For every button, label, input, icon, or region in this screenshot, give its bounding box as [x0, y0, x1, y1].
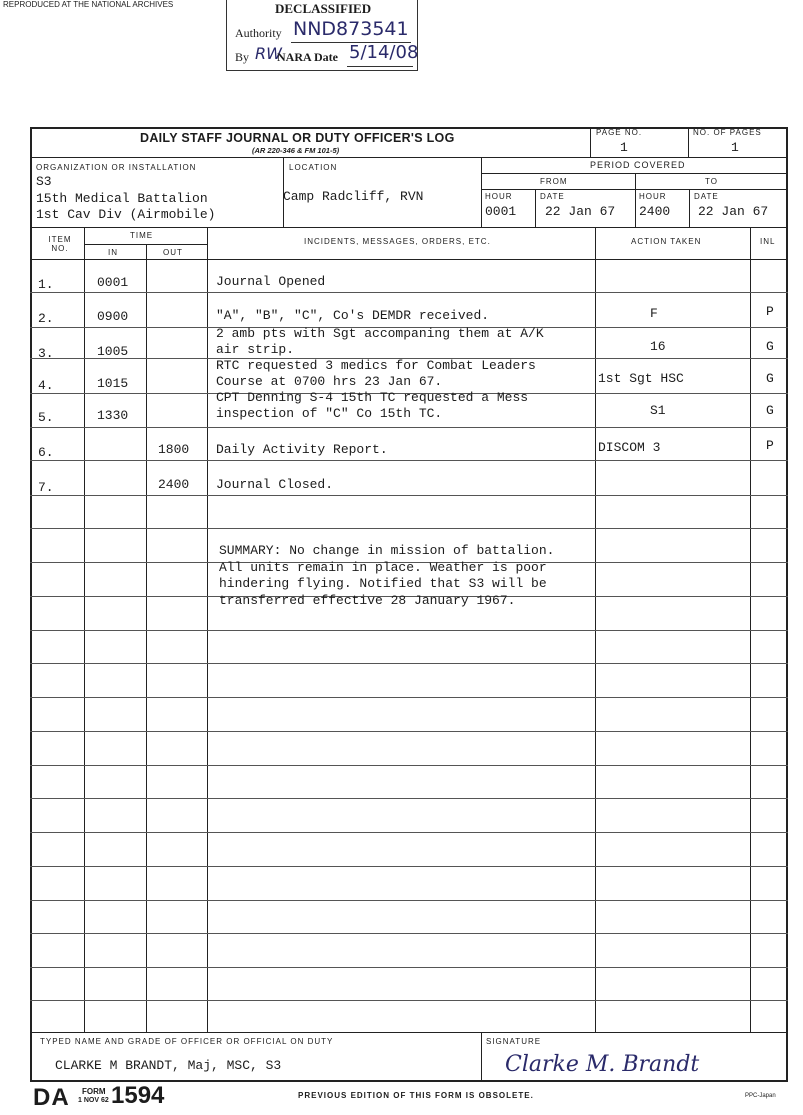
entry-text: Course at 0700 hrs 23 Jan 67.	[216, 374, 443, 389]
col-inl: INL	[760, 237, 776, 246]
time-in: 0900	[97, 309, 129, 324]
entry-text: air strip.	[216, 342, 295, 357]
previous-edition: PREVIOUS EDITION OF THIS FORM IS OBSOLETE.	[298, 1091, 534, 1100]
row-rule	[30, 967, 788, 968]
row-rule	[30, 630, 788, 631]
col-out: OUT	[163, 248, 183, 257]
time-in: 0001	[97, 275, 129, 290]
item-no: 1.	[38, 277, 54, 292]
to-hour-label: HOUR	[639, 192, 667, 201]
from-date: 22 Jan 67	[545, 204, 616, 219]
row-rule	[30, 495, 788, 496]
from-date-label: DATE	[540, 192, 565, 201]
entry-text: 2 amb pts with Sgt accompaning them at A/K	[216, 326, 544, 341]
summary-line: hindering flying. Notified that S3 will be	[219, 576, 547, 591]
row-rule	[30, 866, 788, 867]
form-subtitle: (AR 220-346 & FM 101-5)	[252, 146, 340, 155]
row-rule	[30, 731, 788, 732]
col-time: TIME	[130, 231, 154, 240]
to-label: TO	[705, 177, 718, 186]
to-date: 22 Jan 67	[698, 204, 769, 219]
time-out: 2400	[158, 477, 190, 492]
row-rule	[30, 292, 788, 293]
row-rule	[30, 798, 788, 799]
form-number: 1594	[111, 1082, 165, 1109]
summary-line: SUMMARY: No change in mission of battalion.	[219, 543, 555, 558]
action-taken: 1st Sgt HSC	[598, 371, 684, 386]
period-label: PERIOD COVERED	[590, 160, 686, 170]
initials: P	[766, 304, 774, 319]
entry-text: Journal Opened	[216, 274, 326, 289]
col-item-no	[40, 235, 80, 253]
no-of-pages: 1	[731, 140, 739, 155]
declassified-stamp	[226, 0, 418, 71]
item-no: 2.	[38, 311, 54, 326]
row-rule	[30, 427, 788, 428]
row-rule	[30, 1000, 788, 1001]
item-no: 7.	[38, 480, 54, 495]
time-in: 1330	[97, 408, 129, 423]
signature: Clarke M. Brandt	[505, 1052, 700, 1077]
row-rule	[30, 765, 788, 766]
time-in: 1015	[97, 376, 129, 391]
org-line-2: 15th Medical Battalion	[36, 191, 208, 206]
summary-line: All units remain in place. Weather is poor	[219, 559, 547, 575]
row-rule	[30, 933, 788, 934]
officer-label: TYPED NAME AND GRADE OF OFFICER OR OFFICIAL ON DUTY	[40, 1037, 334, 1046]
from-hour-label: HOUR	[485, 192, 513, 201]
stamp-authority-value: NND873541	[293, 18, 409, 40]
entry-text: CPT Denning S-4 15th TC requested a Mess	[216, 390, 529, 405]
signature-label: SIGNATURE	[486, 1037, 542, 1046]
location-label: LOCATION	[289, 163, 338, 172]
no-of-pages-label: NO. OF PAGES	[693, 128, 762, 137]
from-hour: 0001	[485, 204, 517, 219]
entry-text: Daily Activity Report.	[216, 442, 388, 457]
action-taken: S1	[650, 403, 666, 418]
form-da: DA	[33, 1084, 70, 1111]
org-line-1: S3	[36, 174, 52, 189]
page-no: 1	[620, 140, 628, 155]
entry-text: "A", "B", "C", Co's DEMDR received.	[216, 308, 490, 323]
initials: P	[766, 438, 774, 453]
action-taken: F	[650, 306, 658, 321]
summary	[219, 543, 554, 609]
to-hour: 2400	[639, 204, 671, 219]
col-in: IN	[108, 248, 118, 257]
row-rule	[30, 697, 788, 698]
archive-notice: REPRODUCED AT THE NATIONAL ARCHIVES	[3, 0, 174, 9]
stamp-by-value: RW	[255, 44, 282, 63]
row-rule	[30, 528, 788, 529]
form-word: FORM	[82, 1087, 106, 1096]
action-taken: 16	[650, 339, 666, 354]
stamp-nara-label: NARA Date	[277, 50, 338, 64]
org-label: ORGANIZATION OR INSTALLATION	[36, 163, 197, 172]
row-rule	[30, 460, 788, 461]
summary-line: transferred effective 28 January 1967.	[219, 592, 516, 608]
location-value: Camp Radcliff, RVN	[283, 189, 424, 204]
col-action: ACTION TAKEN	[631, 237, 702, 246]
initials: G	[766, 403, 774, 418]
item-no: 5.	[38, 410, 54, 425]
item-no: 6.	[38, 445, 54, 460]
entry-text: RTC requested 3 medics for Combat Leaders	[216, 358, 536, 373]
item-no: 4.	[38, 378, 54, 393]
time-in: 1005	[97, 344, 129, 359]
entry-text: inspection of "C" Co 15th TC.	[216, 406, 443, 421]
org-line-3: 1st Cav Div (Airmobile)	[36, 207, 216, 222]
row-rule	[30, 832, 788, 833]
item-no: 3.	[38, 346, 54, 361]
initials: G	[766, 339, 774, 354]
stamp-date-value: 5/14/08	[349, 42, 419, 63]
row-rule	[30, 663, 788, 664]
entry-text: Journal Closed.	[216, 477, 334, 492]
page-no-label: PAGE NO.	[596, 128, 643, 137]
from-label: FROM	[540, 177, 568, 186]
officer-name: CLARKE M BRANDT, Maj, MSC, S3	[55, 1058, 282, 1073]
stamp-by-label: By	[235, 50, 250, 64]
col-incidents: INCIDENTS, MESSAGES, ORDERS, ETC.	[304, 237, 491, 246]
stamp-title: DECLASSIFIED	[275, 1, 372, 16]
to-date-label: DATE	[694, 192, 719, 201]
form-date: 1 NOV 62	[78, 1097, 109, 1104]
form-title: DAILY STAFF JOURNAL OR DUTY OFFICER'S LOG	[140, 131, 455, 145]
printer-mark: PPC-Japan	[745, 1093, 776, 1099]
initials: G	[766, 371, 774, 386]
row-rule	[30, 900, 788, 901]
col-item-no-label: ITEM NO.	[48, 235, 72, 253]
time-out: 1800	[158, 442, 190, 457]
action-taken: DISCOM 3	[598, 440, 661, 455]
stamp-authority-label: Authority	[235, 26, 282, 40]
